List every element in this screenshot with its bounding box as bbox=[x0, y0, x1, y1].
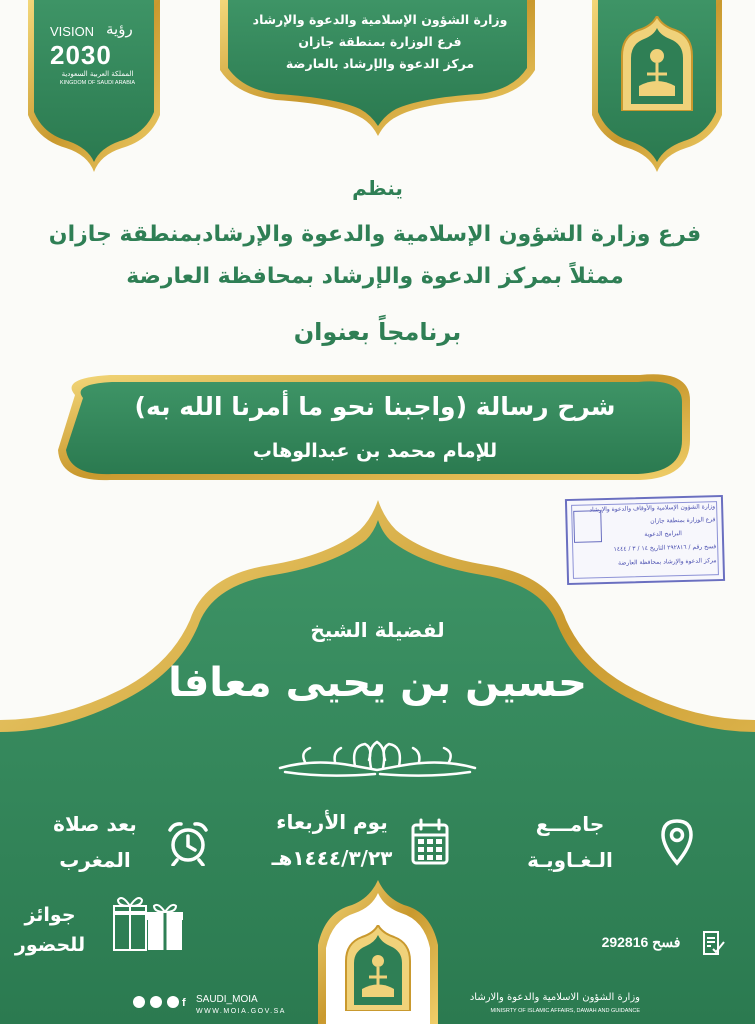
day-line-1: يوم الأربعاء bbox=[276, 810, 388, 834]
stamp-line-1: وزارة الشؤون الإسلامية والأوقاف والدعوة والإرشاد bbox=[589, 503, 716, 514]
ministry-header-line-3: مركز الدعوة والإرشاد بالعارضة bbox=[285, 56, 475, 71]
permit-number: فسح 292816 bbox=[601, 934, 681, 950]
document-check-icon bbox=[700, 930, 726, 956]
organizes-label: ينظم bbox=[352, 176, 403, 200]
facebook-icon: f bbox=[182, 997, 186, 1009]
program-title: شرح رسالة (واجبنا نحو ما أمرنا الله به) bbox=[134, 392, 616, 421]
prizes-line-1: جوائز bbox=[24, 904, 76, 926]
vision-logo-title: VISION bbox=[50, 24, 95, 39]
date-line: ١٤٤٤/٣/٢٣هـ bbox=[271, 846, 393, 870]
time-line-1: بعد صلاة bbox=[53, 812, 137, 836]
footer-ministry-ar: وزارة الشؤون الاسلامية والدعوة والارشاد bbox=[469, 992, 640, 1003]
calendar-icon bbox=[410, 818, 450, 868]
vision-logo-subtitle-en: KINGDOM OF SAUDI ARABIA bbox=[59, 80, 136, 86]
program-author: للإمام محمد بن عبدالوهاب bbox=[252, 440, 498, 462]
stamp-line-2: فرع الوزارة بمنطقة جازان bbox=[650, 516, 716, 525]
instagram-icon bbox=[167, 996, 179, 1008]
social-icons-svg bbox=[132, 995, 188, 1009]
organizer-line-2: ممثلاً بمركز الدعوة والإرشاد بمحافظة العارضة bbox=[126, 264, 624, 289]
place-line-1: جامـــع bbox=[535, 812, 605, 836]
vision-2030-logo bbox=[40, 18, 150, 98]
footer-ministry-en: MINISRTY OF ISLAMIC AFFAIRS, DAWAH AND GUIDANCE bbox=[490, 1008, 640, 1014]
official-stamp bbox=[565, 495, 725, 585]
stamp-line-3: البرامج الدعوية bbox=[644, 530, 682, 539]
location-pin-icon bbox=[660, 818, 694, 866]
twitter-icon bbox=[133, 996, 145, 1008]
stamp-line-5: مركز الدعوة والإرشاد بمحافظة العارضة bbox=[618, 557, 717, 567]
vision-logo-year: 2030 bbox=[50, 40, 112, 70]
prizes-line-2: للحضور bbox=[14, 934, 86, 956]
social-icons bbox=[132, 994, 192, 1008]
youtube-icon bbox=[150, 996, 162, 1008]
speaker-honorific: لفضيلة الشيخ bbox=[310, 618, 445, 642]
speaker-name: حسين بن يحيى معافا bbox=[168, 660, 587, 706]
program-label: برنامجاً بعنوان bbox=[293, 318, 462, 346]
stamp-line-4: فسح رقم / ٢٩٢٨١٦ التاريخ ١٤ / ٣ / ١٤٤٤ bbox=[613, 543, 717, 553]
footer-website: WWW.MOIA.GOV.SA bbox=[196, 1008, 286, 1015]
floral-ornament-divider bbox=[275, 738, 480, 780]
alarm-clock-icon bbox=[166, 820, 210, 866]
ministry-emblem-icon bbox=[617, 16, 697, 111]
vision-logo-title-ar: رؤية bbox=[106, 20, 133, 38]
place-line-2: الـغـاويـة bbox=[527, 848, 613, 872]
time-line-2: المغرب bbox=[59, 848, 131, 872]
organizer-line-1: فرع وزارة الشؤون الإسلامية والدعوة والإرشادبمنطقة جازان bbox=[48, 222, 702, 247]
ministry-header-line-1: وزارة الشؤون الإسلامية والدعوة والإرشاد bbox=[252, 12, 508, 27]
vision-logo-subtitle-ar: المملكة العربية السعودية bbox=[61, 70, 134, 78]
gifts-icon bbox=[110, 888, 186, 954]
footer-social-handle: SAUDI_MOIA bbox=[196, 994, 258, 1005]
ministry-header-line-2: فرع الوزارة بمنطقة جازان bbox=[298, 34, 462, 49]
stamp-emblem-icon bbox=[573, 510, 602, 543]
footer-ministry-emblem-icon bbox=[342, 925, 414, 1011]
